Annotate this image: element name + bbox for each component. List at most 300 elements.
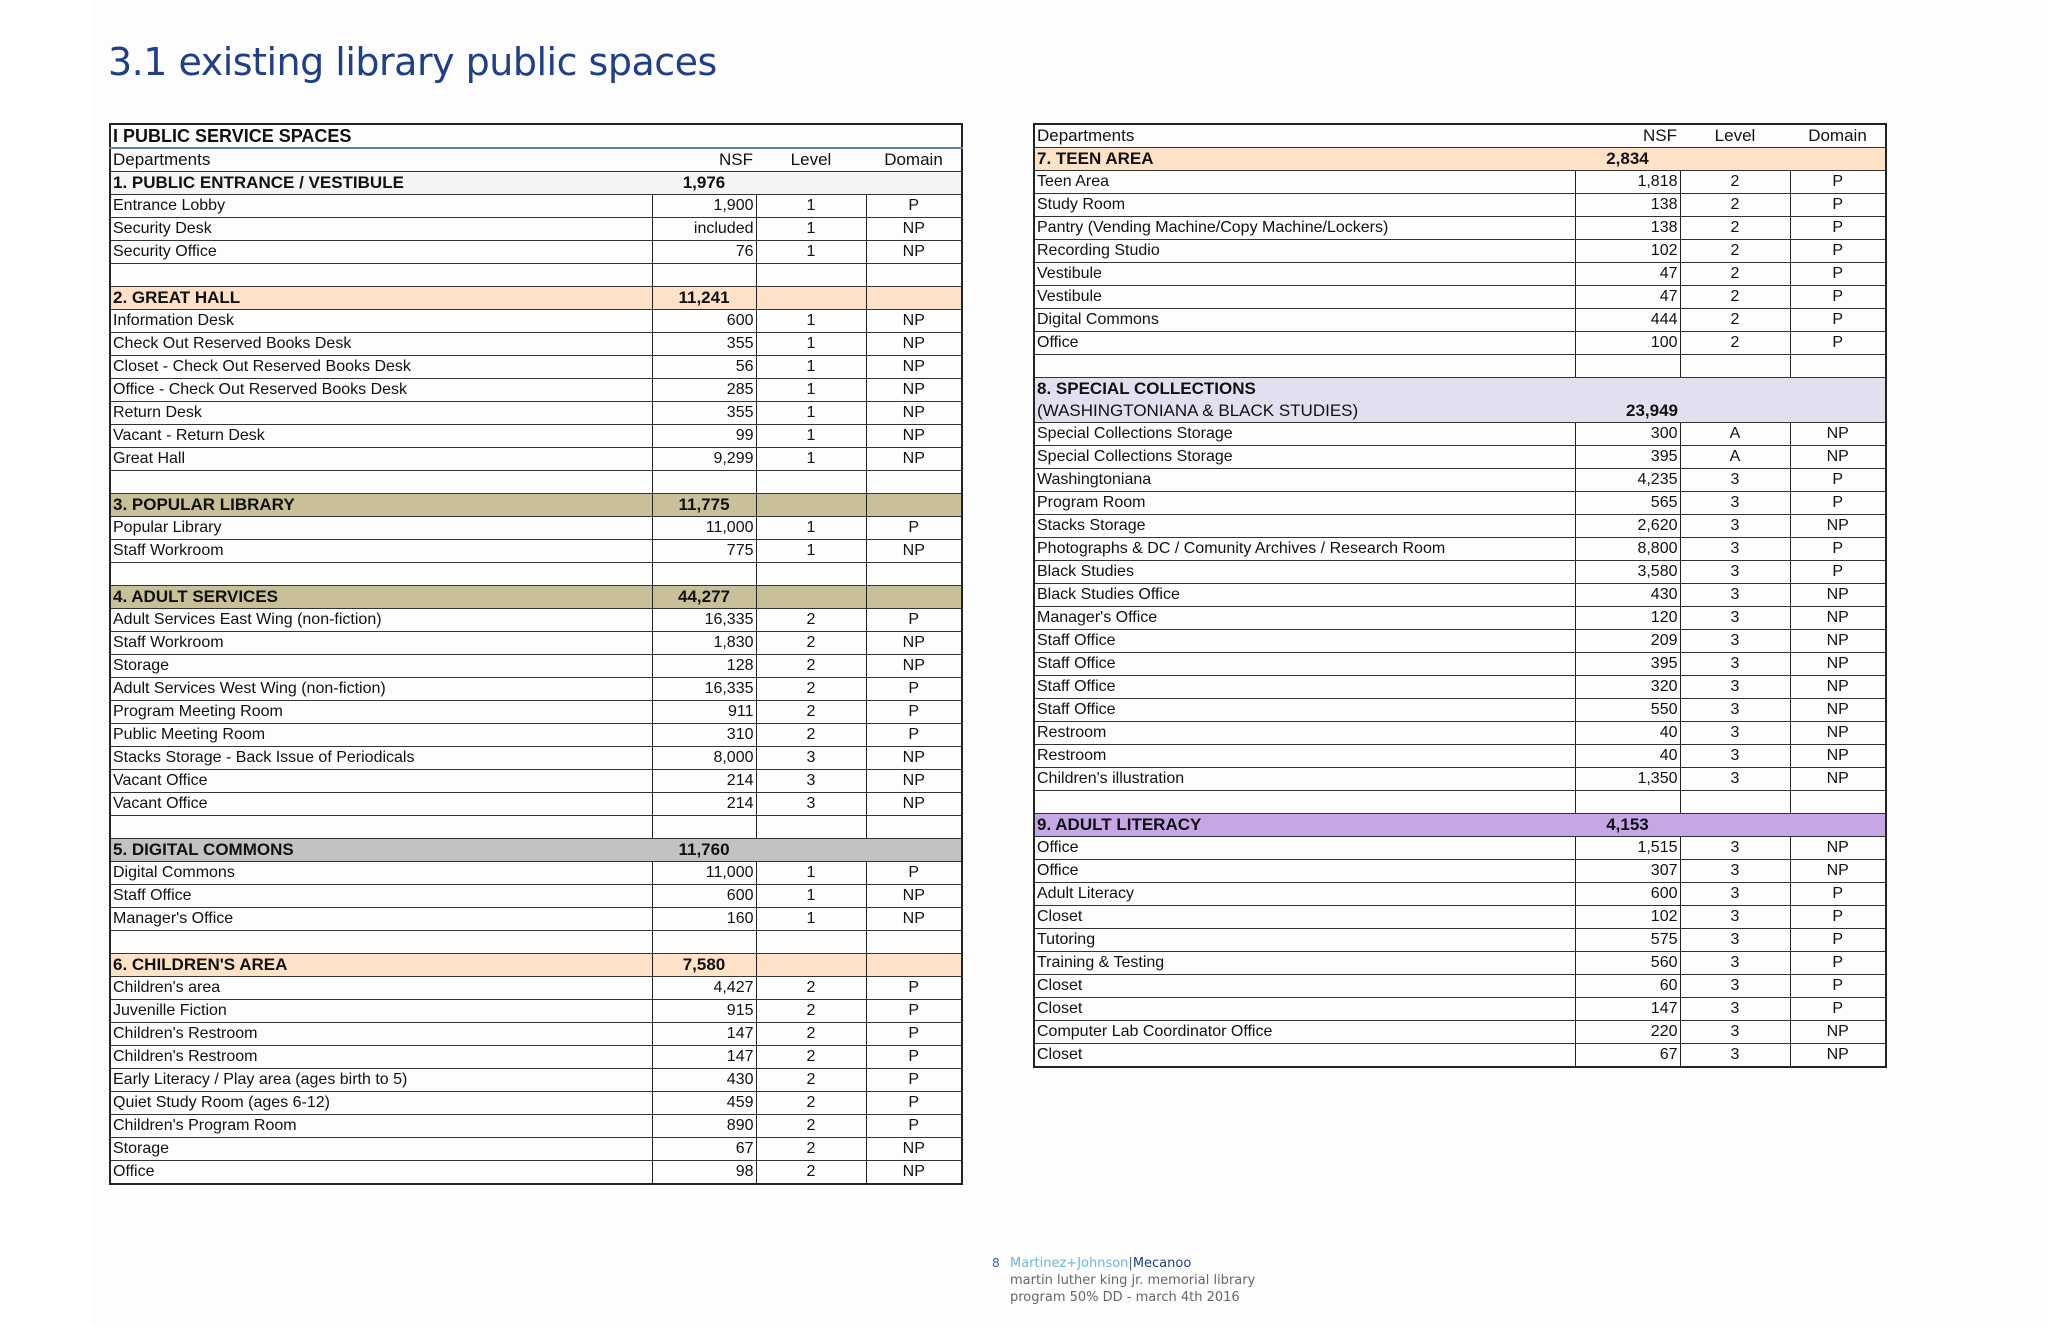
- table-row: [1034, 998, 1886, 1021]
- domain-value: P: [1790, 194, 1886, 217]
- level-value: 3: [1680, 722, 1790, 745]
- table-row: [1034, 309, 1886, 332]
- table-header-row: [1034, 124, 1886, 148]
- table-row: [1034, 653, 1886, 676]
- domain-value: NP: [866, 356, 962, 379]
- domain-value: [866, 563, 962, 586]
- domain-value: [1790, 814, 1886, 837]
- section-name: [1034, 355, 1575, 378]
- nsf-value: 1,900: [652, 195, 756, 218]
- blank-row: [110, 816, 962, 839]
- nsf-value: 775: [652, 540, 756, 563]
- level-value: 1: [756, 425, 866, 448]
- domain-value: NP: [866, 310, 962, 333]
- domain-value: NP: [1790, 1021, 1886, 1044]
- table-row: [110, 310, 962, 333]
- department-name: Office: [1034, 860, 1575, 883]
- table-row: [110, 747, 962, 770]
- department-name: Security Office: [110, 241, 652, 264]
- nsf-value: 550: [1575, 699, 1680, 722]
- department-name: Popular Library: [110, 517, 652, 540]
- nsf-value: 60: [1575, 975, 1680, 998]
- right-space-table: [1033, 123, 1887, 1068]
- nsf-value: 11,000: [652, 862, 756, 885]
- table-row: [1034, 515, 1886, 538]
- level-value: [756, 954, 866, 977]
- department-name: Manager's Office: [1034, 607, 1575, 630]
- domain-value: [866, 494, 962, 517]
- level-value: 3: [1680, 607, 1790, 630]
- department-name: Stacks Storage: [1034, 515, 1575, 538]
- table-row: [110, 448, 962, 471]
- nsf-value: 56: [652, 356, 756, 379]
- table-row: [110, 862, 962, 885]
- domain-value: P: [1790, 332, 1886, 355]
- department-name: Staff Workroom: [110, 540, 652, 563]
- level-value: 3: [1680, 630, 1790, 653]
- domain-value: P: [1790, 263, 1886, 286]
- section-nsf-total: 4,153: [1575, 814, 1680, 837]
- footer-brand-1: Martinez+Johnson: [1010, 1256, 1129, 1271]
- nsf-value: 1,350: [1575, 768, 1680, 791]
- department-name: Adult Literacy: [1034, 883, 1575, 906]
- table-row: [110, 379, 962, 402]
- nsf-value: 915: [652, 1000, 756, 1023]
- department-name: Photographs & DC / Comunity Archives / Research Room: [1034, 538, 1575, 561]
- footer-brand-line: [1010, 1255, 1255, 1272]
- level-value: 3: [1680, 975, 1790, 998]
- domain-value: NP: [1790, 1044, 1886, 1068]
- domain-value: NP: [1790, 722, 1886, 745]
- level-value: 3: [1680, 745, 1790, 768]
- level-value: [756, 586, 866, 609]
- nsf-value: 102: [1575, 240, 1680, 263]
- domain-value: NP: [866, 241, 962, 264]
- nsf-value: 320: [1575, 676, 1680, 699]
- nsf-value: 8,800: [1575, 538, 1680, 561]
- department-name: Staff Office: [110, 885, 652, 908]
- department-name: Office - Check Out Reserved Books Desk: [110, 379, 652, 402]
- nsf-value: 138: [1575, 194, 1680, 217]
- department-name: Restroom: [1034, 722, 1575, 745]
- department-name: Closet: [1034, 998, 1575, 1021]
- table-row: [110, 1161, 962, 1185]
- section-name: [110, 264, 652, 287]
- department-name: Return Desk: [110, 402, 652, 425]
- level-value: 2: [1680, 240, 1790, 263]
- section-header-row: [110, 494, 962, 517]
- domain-value: NP: [866, 655, 962, 678]
- left-space-table: [109, 123, 963, 1185]
- table-row: [1034, 332, 1886, 355]
- level-value: 3: [1680, 998, 1790, 1021]
- nsf-value: 100: [1575, 332, 1680, 355]
- nsf-value: 300: [1575, 423, 1680, 446]
- department-name: Closet: [1034, 975, 1575, 998]
- table-row: [1034, 607, 1886, 630]
- domain-value: P: [1790, 171, 1886, 194]
- nsf-value: 99: [652, 425, 756, 448]
- domain-value: NP: [866, 1138, 962, 1161]
- table-row: [1034, 975, 1886, 998]
- level-value: [756, 172, 866, 195]
- nsf-value: 4,427: [652, 977, 756, 1000]
- table-row: [1034, 952, 1886, 975]
- department-name: Children's area: [110, 977, 652, 1000]
- header-departments: Departments: [110, 148, 652, 172]
- department-name: Quiet Study Room (ages 6-12): [110, 1092, 652, 1115]
- section-nsf-total: 11,775: [652, 494, 756, 517]
- table-row: [110, 1115, 962, 1138]
- level-value: 1: [756, 356, 866, 379]
- section-nsf-total: [1575, 355, 1680, 378]
- domain-value: NP: [1790, 676, 1886, 699]
- nsf-value: 160: [652, 908, 756, 931]
- level-value: 3: [756, 770, 866, 793]
- section-name: 9. ADULT LITERACY: [1034, 814, 1575, 837]
- level-value: 3: [756, 793, 866, 816]
- nsf-value: 395: [1575, 653, 1680, 676]
- department-name: Entrance Lobby: [110, 195, 652, 218]
- department-name: Staff Office: [1034, 630, 1575, 653]
- level-value: 2: [756, 1023, 866, 1046]
- blank-row: [1034, 355, 1886, 378]
- department-name: Security Desk: [110, 218, 652, 241]
- domain-value: NP: [1790, 745, 1886, 768]
- level-value: [756, 471, 866, 494]
- domain-value: NP: [1790, 607, 1886, 630]
- section-name: 1. PUBLIC ENTRANCE / VESTIBULE: [110, 172, 652, 195]
- domain-value: NP: [866, 425, 962, 448]
- nsf-value: 120: [1575, 607, 1680, 630]
- level-value: 2: [756, 1115, 866, 1138]
- nsf-value: 8,000: [652, 747, 756, 770]
- table-row: [110, 793, 962, 816]
- table-row: [110, 402, 962, 425]
- level-value: 1: [756, 885, 866, 908]
- level-value: 2: [1680, 171, 1790, 194]
- nsf-value: 40: [1575, 722, 1680, 745]
- domain-value: P: [866, 1115, 962, 1138]
- domain-value: P: [866, 678, 962, 701]
- table-row: [110, 1000, 962, 1023]
- domain-value: NP: [866, 218, 962, 241]
- table-row: [1034, 194, 1886, 217]
- department-name: Closet - Check Out Reserved Books Desk: [110, 356, 652, 379]
- level-value: 3: [1680, 860, 1790, 883]
- level-value: [1680, 814, 1790, 837]
- section-header-row: [110, 839, 962, 862]
- table-row: [1034, 423, 1886, 446]
- level-value: 1: [756, 218, 866, 241]
- domain-value: P: [866, 195, 962, 218]
- nsf-value: 2,620: [1575, 515, 1680, 538]
- table-row: [110, 425, 962, 448]
- department-name: Special Collections Storage: [1034, 446, 1575, 469]
- page-number: 8: [992, 1256, 1000, 1270]
- domain-value: NP: [866, 747, 962, 770]
- domain-value: [1790, 791, 1886, 814]
- level-value: 3: [1680, 906, 1790, 929]
- domain-value: NP: [866, 379, 962, 402]
- table-row: [110, 1046, 962, 1069]
- header-domain: Domain: [1790, 124, 1886, 148]
- table-row: [110, 540, 962, 563]
- domain-value: NP: [866, 540, 962, 563]
- level-value: 3: [1680, 1044, 1790, 1068]
- department-name: Vacant - Return Desk: [110, 425, 652, 448]
- section-name: 2. GREAT HALL: [110, 287, 652, 310]
- section-header-row: [110, 172, 962, 195]
- domain-value: P: [1790, 561, 1886, 584]
- domain-value: NP: [1790, 630, 1886, 653]
- domain-value: NP: [1790, 699, 1886, 722]
- department-name: Vestibule: [1034, 286, 1575, 309]
- domain-value: P: [866, 1000, 962, 1023]
- department-name: Office: [110, 1161, 652, 1185]
- level-value: 2: [1680, 332, 1790, 355]
- domain-value: P: [1790, 286, 1886, 309]
- table-row: [1034, 837, 1886, 860]
- domain-value: [866, 471, 962, 494]
- level-value: [756, 287, 866, 310]
- level-value: 2: [756, 1046, 866, 1069]
- department-name: Check Out Reserved Books Desk: [110, 333, 652, 356]
- department-name: Adult Services West Wing (non-fiction): [110, 678, 652, 701]
- level-value: 2: [756, 1138, 866, 1161]
- nsf-value: 147: [652, 1046, 756, 1069]
- level-value: 3: [1680, 584, 1790, 607]
- level-value: 3: [1680, 768, 1790, 791]
- table-row: [110, 218, 962, 241]
- nsf-value: 600: [652, 310, 756, 333]
- domain-value: NP: [866, 402, 962, 425]
- header-nsf: NSF: [652, 148, 756, 172]
- nsf-value: 128: [652, 655, 756, 678]
- footer: [992, 1255, 1256, 1306]
- table-row: [110, 977, 962, 1000]
- section-nsf-total: 11,241: [652, 287, 756, 310]
- table-row: [1034, 492, 1886, 515]
- nsf-value: 459: [652, 1092, 756, 1115]
- domain-value: [1790, 400, 1886, 423]
- nsf-value: 214: [652, 770, 756, 793]
- section-name: 8. SPECIAL COLLECTIONS: [1034, 378, 1575, 401]
- section-name: [1034, 791, 1575, 814]
- domain-value: P: [1790, 975, 1886, 998]
- level-value: 1: [756, 448, 866, 471]
- level-value: 1: [756, 517, 866, 540]
- nsf-value: 147: [1575, 998, 1680, 1021]
- department-name: Manager's Office: [110, 908, 652, 931]
- level-value: 2: [756, 1000, 866, 1023]
- table-row: [1034, 561, 1886, 584]
- table-header-row: [110, 148, 962, 172]
- section-nsf-total: [652, 563, 756, 586]
- nsf-value: 890: [652, 1115, 756, 1138]
- domain-value: NP: [866, 333, 962, 356]
- table-row: [110, 908, 962, 931]
- level-value: 2: [1680, 286, 1790, 309]
- nsf-value: 209: [1575, 630, 1680, 653]
- department-name: Juvenille Fiction: [110, 1000, 652, 1023]
- level-value: [756, 839, 866, 862]
- table-row: [110, 701, 962, 724]
- table-row: [1034, 538, 1886, 561]
- level-value: 2: [1680, 263, 1790, 286]
- section-nsf-total: [652, 264, 756, 287]
- domain-value: P: [866, 517, 962, 540]
- table-row: [110, 885, 962, 908]
- level-value: 1: [756, 402, 866, 425]
- department-name: Study Room: [1034, 194, 1575, 217]
- domain-value: [866, 931, 962, 954]
- level-value: 3: [1680, 492, 1790, 515]
- domain-value: NP: [1790, 653, 1886, 676]
- footer-brand-2: Mecanoo: [1132, 1256, 1192, 1271]
- section-name: [110, 563, 652, 586]
- domain-value: NP: [1790, 423, 1886, 446]
- nsf-value: 16,335: [652, 609, 756, 632]
- level-value: 2: [756, 977, 866, 1000]
- section-header-row: [1034, 148, 1886, 171]
- nsf-value: 430: [652, 1069, 756, 1092]
- nsf-value: 307: [1575, 860, 1680, 883]
- nsf-value: 220: [1575, 1021, 1680, 1044]
- nsf-value: 600: [1575, 883, 1680, 906]
- table-row: [110, 1092, 962, 1115]
- level-value: [756, 816, 866, 839]
- domain-value: P: [1790, 952, 1886, 975]
- section-nsf-total: [1575, 791, 1680, 814]
- domain-value: NP: [1790, 446, 1886, 469]
- domain-value: NP: [866, 632, 962, 655]
- department-name: Vacant Office: [110, 793, 652, 816]
- section-name: 5. DIGITAL COMMONS: [110, 839, 652, 862]
- domain-value: P: [866, 977, 962, 1000]
- nsf-value: 3,580: [1575, 561, 1680, 584]
- header-level: Level: [1680, 124, 1790, 148]
- department-name: Public Meeting Room: [110, 724, 652, 747]
- table-row: [1034, 584, 1886, 607]
- department-name: Closet: [1034, 1044, 1575, 1068]
- department-name: Adult Services East Wing (non-fiction): [110, 609, 652, 632]
- domain-value: [866, 172, 962, 195]
- level-value: A: [1680, 423, 1790, 446]
- domain-value: NP: [866, 770, 962, 793]
- nsf-value: 67: [652, 1138, 756, 1161]
- domain-value: P: [1790, 906, 1886, 929]
- level-value: [1680, 791, 1790, 814]
- table-row: [1034, 217, 1886, 240]
- section-header-row: [110, 586, 962, 609]
- domain-value: P: [1790, 883, 1886, 906]
- table-row: [1034, 676, 1886, 699]
- nsf-value: 911: [652, 701, 756, 724]
- department-name: Recording Studio: [1034, 240, 1575, 263]
- nsf-value: 98: [652, 1161, 756, 1185]
- section-name: 6. CHILDREN'S AREA: [110, 954, 652, 977]
- department-name: Training & Testing: [1034, 952, 1575, 975]
- blank-row: [1034, 791, 1886, 814]
- section-nsf-total: 44,277: [652, 586, 756, 609]
- level-value: 2: [756, 609, 866, 632]
- level-value: 3: [1680, 837, 1790, 860]
- table-row: [1034, 1021, 1886, 1044]
- department-name: Black Studies Office: [1034, 584, 1575, 607]
- section-header-row: [1034, 400, 1886, 423]
- nsf-value: 76: [652, 241, 756, 264]
- department-name: Digital Commons: [1034, 309, 1575, 332]
- level-value: 2: [756, 1161, 866, 1185]
- level-value: 1: [756, 908, 866, 931]
- nsf-value: 102: [1575, 906, 1680, 929]
- department-name: Children's illustration: [1034, 768, 1575, 791]
- department-name: Pantry (Vending Machine/Copy Machine/Lockers): [1034, 217, 1575, 240]
- nsf-value: 444: [1575, 309, 1680, 332]
- domain-value: P: [1790, 538, 1886, 561]
- department-name: Children's Restroom: [110, 1023, 652, 1046]
- table-row: [110, 724, 962, 747]
- level-value: [1680, 355, 1790, 378]
- nsf-value: 147: [652, 1023, 756, 1046]
- level-value: 2: [1680, 194, 1790, 217]
- domain-value: NP: [1790, 584, 1886, 607]
- level-value: [756, 494, 866, 517]
- department-name: Restroom: [1034, 745, 1575, 768]
- level-value: 3: [1680, 469, 1790, 492]
- department-name: Closet: [1034, 906, 1575, 929]
- domain-value: NP: [866, 885, 962, 908]
- domain-value: P: [866, 609, 962, 632]
- department-name: Tutoring: [1034, 929, 1575, 952]
- department-name: Vestibule: [1034, 263, 1575, 286]
- domain-value: NP: [1790, 515, 1886, 538]
- level-value: 1: [756, 195, 866, 218]
- domain-value: [866, 839, 962, 862]
- table-row: [110, 517, 962, 540]
- domain-value: P: [866, 1023, 962, 1046]
- table-row: [110, 333, 962, 356]
- level-value: 1: [756, 333, 866, 356]
- nsf-value: included: [652, 218, 756, 241]
- department-name: Program Meeting Room: [110, 701, 652, 724]
- table-row: [1034, 1044, 1886, 1068]
- level-value: 2: [756, 678, 866, 701]
- domain-value: P: [866, 1069, 962, 1092]
- department-name: Great Hall: [110, 448, 652, 471]
- department-name: Staff Workroom: [110, 632, 652, 655]
- section-nsf-total: [652, 816, 756, 839]
- section-name: 4. ADULT SERVICES: [110, 586, 652, 609]
- level-value: [756, 931, 866, 954]
- nsf-value: 40: [1575, 745, 1680, 768]
- section-nsf-total: 11,760: [652, 839, 756, 862]
- section-nsf-total: 1,976: [652, 172, 756, 195]
- level-value: 2: [756, 701, 866, 724]
- nsf-value: 1,818: [1575, 171, 1680, 194]
- table-row: [1034, 469, 1886, 492]
- table-row: [1034, 699, 1886, 722]
- header-level: Level: [756, 148, 866, 172]
- table-row: [110, 356, 962, 379]
- domain-value: P: [866, 862, 962, 885]
- nsf-value: 214: [652, 793, 756, 816]
- table-row: [110, 1023, 962, 1046]
- level-value: [756, 563, 866, 586]
- domain-value: NP: [1790, 860, 1886, 883]
- domain-value: [1790, 148, 1886, 171]
